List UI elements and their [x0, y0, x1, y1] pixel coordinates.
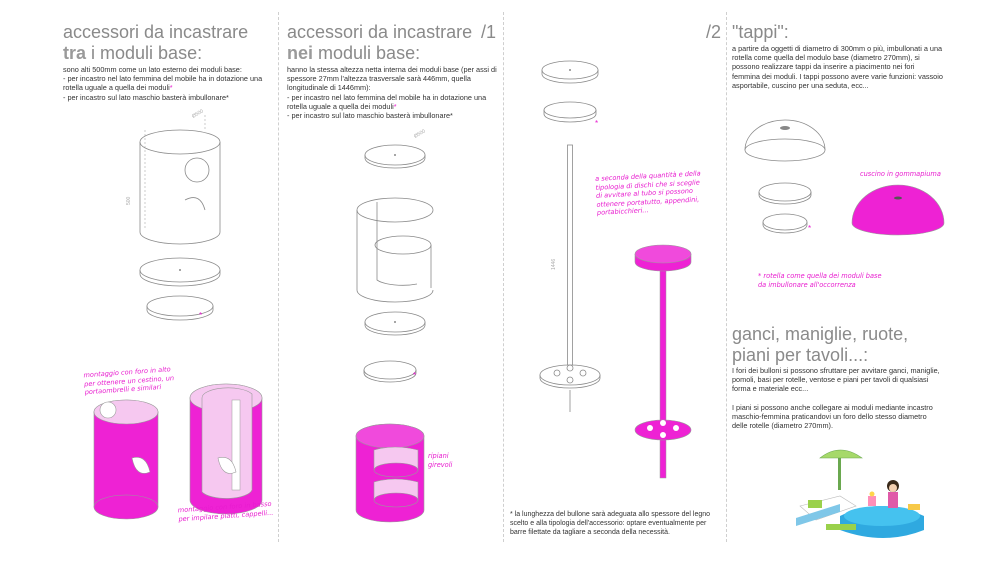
col1-body-line2: - per incastro nel lato femmina del mobile ha in dotazione una rotella uguale a quella dei moduli* — [63, 74, 263, 93]
col2-body-line1: hanno la stessa altezza netta interna dei moduli base (per assi di spessore 27mm l'altezza trasversale sarà 446mm, quella longitudinale di 1446mm): — [287, 65, 497, 93]
col1-title-bold: tra — [63, 43, 87, 63]
col3-note-pink: a seconda della quantità e della tipologia di dischi che si sceglie di avvitare al tubo si possono ottenere portatutto, appendini, portabicchieri... — [594, 169, 701, 218]
col3-footnote: * la lunghezza del bullone sarà adeguata allo spessore del legno scelto e alla tipologia dell'accessorio: optare eventualmente per barre filettate da tagliare a seconda della necessità. — [510, 511, 711, 536]
dim-top-label: Ø500 — [413, 128, 427, 140]
col3-pole-drawing — [525, 50, 615, 420]
col1-title — [63, 22, 248, 64]
col1-title-line1: accessori da incastrare — [63, 22, 249, 42]
col2-body-line3: - per incastro sul lato maschio basterà imbullonare* — [287, 111, 453, 121]
col2-title — [287, 22, 472, 64]
col1-body-line1: sono alti 500mm come un lato esterno dei moduli base: — [63, 65, 242, 74]
column-divider — [726, 12, 727, 542]
col1-magenta-cylinder-left — [92, 398, 162, 523]
asterisk-mark: * — [199, 311, 203, 320]
col2-title-line2 — [287, 43, 472, 64]
col4-body-tappi: a partire da oggetti di diametro di 300mm o più, imbullonati a una rotella come quella del modulo base (diametro 270mm), si possono realizzare tappi da inserire a piacimento nei fori femmina dei moduli. I tappi possono avere varie funzioni: vassoio asportabile, cuscino per una seduta, ecc... — [732, 44, 943, 90]
col4-body-ganci1: I fori dei bulloni si possono sfruttare per avvitare ganci, maniglie, pomoli, basi per rotelle, ventose e piani per tavoli di qualsiasi forma e materiale ecc... — [732, 366, 940, 394]
col2-body — [287, 65, 497, 120]
col1-body — [63, 65, 271, 102]
col4-note-cuscino: cuscino in gommapiuma — [860, 170, 941, 178]
dim-pole-label: 1446 — [551, 258, 557, 270]
col3-magenta-pole — [628, 240, 698, 480]
dim-top-label: Ø500 — [191, 108, 205, 120]
col2-shelf-drawing — [345, 130, 455, 400]
col2-page-number: /1 — [481, 22, 497, 42]
col1-body-line3: - per incastro sul lato maschio basterà imbullonare* — [63, 92, 229, 102]
col2-title-bold: nei — [287, 43, 314, 63]
column-divider — [278, 12, 279, 542]
dim-side-label: 500 — [126, 196, 132, 205]
col4-note-rotella: * rotella come quella dei moduli base da imbullonare all'occorrenza — [758, 272, 882, 289]
col1-magenta-cylinder-right — [186, 380, 266, 520]
col4-magenta-cushion — [848, 178, 948, 238]
col2-body-line2: - per incastro nel lato femmina del mobile ha in dotazione una rotella uguale a quella dei moduli* — [287, 92, 487, 111]
asterisk-mark: * — [808, 224, 812, 233]
col4-toy-playset-illustration — [790, 446, 930, 542]
col4-title-tappi: "tappi": — [732, 22, 789, 42]
col2-title-line1: accessori da incastrare — [287, 22, 473, 42]
asterisk-mark: * — [393, 101, 397, 111]
col4-body-ganci — [732, 366, 944, 430]
col2-magenta-shelf — [352, 420, 432, 530]
col1-note-left: montaggio con foro in alto per ottenere un cestino, un portaombrelli e similari — [83, 365, 175, 397]
asterisk-mark: * — [169, 83, 173, 93]
col4-title-ganci-line1: ganci, maniglie, ruote, — [732, 324, 909, 344]
col1-cylinder-drawing — [125, 110, 235, 340]
column-divider — [503, 12, 504, 542]
col4-title-ganci — [732, 324, 908, 366]
col1-title-rest: i moduli base: — [86, 43, 203, 63]
col3-page-number: /2 — [706, 22, 722, 42]
col2-note-ripiani: ripiani girevoli — [428, 452, 453, 469]
col4-title-ganci-line2: piani per tavoli...: — [732, 345, 869, 365]
col4-tappo-drawing — [740, 110, 830, 250]
asterisk-mark: * — [413, 371, 417, 380]
col1-note-right: montaggio con foro in basso per impilare piatti, cappelli... — [177, 499, 274, 523]
col2-title-rest: moduli base: — [313, 43, 421, 63]
col4-body-ganci2: I piani si possono anche collegare ai moduli mediante incastro maschio-femmina praticandovi un foro dello stesso diametro delle rotelle (diametro 270mm). — [732, 402, 933, 431]
asterisk-mark: * — [595, 119, 599, 128]
col1-title-line2 — [63, 43, 248, 64]
